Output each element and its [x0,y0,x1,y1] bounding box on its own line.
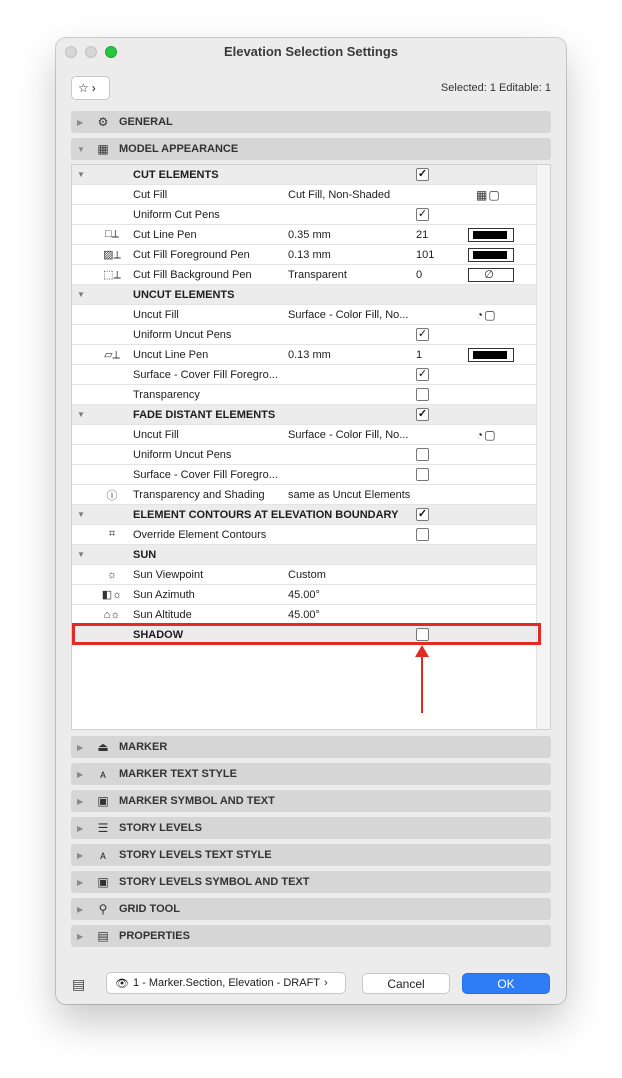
property-name: Uniform Uncut Pens [133,448,232,461]
property-row[interactable] [72,185,537,205]
property-name: Uncut Line Pen [133,348,209,361]
property-name: CUT ELEMENTS [133,168,219,181]
section-icon: ᴀ [100,848,106,862]
section-general[interactable] [71,111,551,133]
checkbox[interactable] [416,468,429,481]
background-pen-icon: ⬚⟂ [103,268,121,281]
disclosure-closed-icon: ▶ [77,877,84,887]
star-icon: ☆ [78,81,89,95]
disclosure-closed-icon: ▶ [77,117,84,127]
azimuth-icon: ◧☼ [101,589,123,601]
layers-icon[interactable]: ▤ [72,976,86,992]
section-model-appearance[interactable] [71,138,551,160]
property-value[interactable]: same as Uncut Elements [288,488,411,501]
pen-number[interactable]: 21 [416,228,429,241]
property-value[interactable]: Surface - Color Fill, No... [288,308,409,321]
section-properties[interactable] [71,925,551,947]
section-story-levels-symbol-and-text[interactable] [71,871,551,893]
checkbox[interactable]: ✓ [417,408,428,420]
disclosure-closed-icon: ▶ [77,742,84,752]
disclosure-open-icon[interactable]: ▼ [77,510,85,519]
checkbox[interactable] [416,448,429,461]
property-value[interactable]: 0.13 mm [288,348,331,361]
section-icon: ☰ [97,821,109,835]
property-value[interactable]: 0.13 mm [288,248,331,261]
eye-icon: 👁 [115,977,129,990]
property-name: Transparency [133,388,200,401]
property-name: Override Element Contours [133,528,267,541]
property-row[interactable] [72,585,537,605]
pen-number[interactable]: 0 [416,268,423,281]
property-name: Cut Line Pen [133,228,197,241]
title-bar [56,38,566,66]
section-story-levels-text-style[interactable] [71,844,551,866]
property-row[interactable] [72,605,537,625]
property-row[interactable] [72,485,537,505]
property-name: Cut Fill [133,188,168,201]
surface-icon[interactable]: ◔▢ [476,307,497,322]
group-row[interactable] [72,285,537,305]
sun-icon: ☼ [106,568,118,581]
favorites-button[interactable] [71,76,110,100]
property-value[interactable]: 45.00° [288,608,320,621]
checkbox[interactable]: ✓ [417,328,428,340]
disclosure-open-icon[interactable]: ▼ [77,410,85,419]
disclosure-closed-icon: ▶ [77,931,84,941]
line-pen-icon: □⟂ [105,228,119,240]
section-marker[interactable] [71,736,551,758]
view-selector[interactable] [106,972,346,994]
property-row[interactable] [72,445,537,465]
pen-swatch[interactable] [468,228,514,242]
property-name: Uniform Cut Pens [133,208,220,221]
checkbox[interactable] [416,528,429,541]
property-value[interactable]: 45.00° [288,588,320,601]
disclosure-open-icon[interactable]: ▼ [77,550,85,559]
section-icon: ▣ [97,875,109,889]
property-row[interactable] [72,305,537,325]
pen-swatch[interactable] [468,348,514,362]
property-value[interactable]: Transparent [288,268,347,281]
disclosure-closed-icon: ▶ [77,850,84,860]
property-value[interactable]: Cut Fill, Non-Shaded [288,188,391,201]
property-name: SUN [133,548,157,561]
section-icon: ⚲ [98,902,108,916]
section-label: MARKER TEXT STYLE [119,768,237,780]
chevron-right-icon: › [324,977,328,989]
chevron-right-icon: › [91,81,96,95]
pen-number[interactable]: 101 [416,248,435,261]
property-row[interactable] [72,425,537,445]
property-row[interactable] [72,565,537,585]
pen-color-bar [473,351,507,359]
section-icon: ⏏ [97,740,109,754]
group-row[interactable] [72,165,537,185]
property-row[interactable] [72,525,537,545]
property-name: Sun Altitude [133,608,192,621]
fill-pen-icon: ▨⟂ [103,248,121,261]
fill-type-icon[interactable]: ▦▢ [476,187,501,202]
section-label: STORY LEVELS TEXT STYLE [119,849,272,861]
section-marker-symbol-and-text[interactable] [71,790,551,812]
section-label: GRID TOOL [119,903,180,915]
property-value[interactable]: Custom [288,568,326,581]
property-name: Sun Azimuth [133,588,195,601]
info-icon: ⓘ [106,489,118,502]
property-name: Cut Fill Foreground Pen [133,248,250,261]
checkbox[interactable]: ✓ [417,168,428,180]
section-grid-tool[interactable] [71,898,551,920]
property-name: FADE DISTANT ELEMENTS [133,408,276,421]
disclosure-open-icon: ▼ [77,144,85,154]
group-row[interactable] [72,405,537,425]
property-name: Transparency and Shading [133,488,265,501]
uncut-pen-icon: ▱⟂ [104,348,120,361]
pen-swatch[interactable] [468,248,514,262]
disclosure-closed-icon: ▶ [77,823,84,833]
model-appearance-panel [71,164,551,730]
annotation-highlight-box [72,623,541,645]
property-row[interactable] [72,365,537,385]
section-label: MARKER SYMBOL AND TEXT [119,795,275,807]
pen-swatch[interactable] [468,268,514,282]
property-name: Surface - Cover Fill Foregro... [133,368,278,381]
empty-pen-icon: ∅ [484,269,494,281]
pen-color-bar [473,251,507,259]
checkbox[interactable]: ✓ [417,508,428,520]
checkbox[interactable]: ✓ [417,368,428,380]
property-value[interactable]: Surface - Color Fill, No... [288,428,409,441]
property-name: Uniform Uncut Pens [133,328,232,341]
property-row[interactable] [72,205,537,225]
property-row[interactable] [72,265,537,285]
section-label: STORY LEVELS SYMBOL AND TEXT [119,876,310,888]
cancel-button[interactable]: Cancel [362,973,450,994]
section-label: MARKER [119,741,168,753]
checkbox[interactable]: ✓ [417,208,428,220]
property-name: Surface - Cover Fill Foregro... [133,468,278,481]
property-value[interactable]: 0.35 mm [288,228,331,241]
settings-dialog [56,38,566,1004]
general-settings-icon: ⚙ [97,115,109,129]
property-row[interactable] [72,465,537,485]
property-name: Uncut Fill [133,308,179,321]
section-story-levels[interactable] [71,817,551,839]
property-row[interactable] [72,325,537,345]
disclosure-open-icon[interactable]: ▼ [77,170,85,179]
property-row[interactable] [72,385,537,405]
contour-icon: ⌗ [108,528,116,540]
surface-icon[interactable]: ◔▢ [476,427,497,442]
ok-button[interactable]: OK [462,973,550,994]
section-icon: ▤ [97,929,109,943]
section-icon: ▣ [97,794,109,808]
section-icon: ᴀ [100,767,106,781]
selection-info: Selected: 1 Editable: 1 [440,82,551,94]
section-marker-text-style[interactable] [71,763,551,785]
disclosure-closed-icon: ▶ [77,904,84,914]
pen-number[interactable]: 1 [416,348,423,361]
property-row[interactable] [72,245,537,265]
property-name: UNCUT ELEMENTS [133,288,235,301]
section-label: PROPERTIES [119,930,190,942]
pen-color-bar [473,231,507,239]
disclosure-closed-icon: ▶ [77,769,84,779]
property-row[interactable] [72,345,537,365]
section-label: STORY LEVELS [119,822,202,834]
annotation-arrow-line [421,656,423,713]
disclosure-open-icon[interactable]: ▼ [77,290,85,299]
checkbox[interactable] [416,388,429,401]
window-title: Elevation Selection Settings [223,44,399,59]
property-name: Sun Viewpoint [133,568,204,581]
altitude-icon: ⌂☼ [103,608,121,621]
section-label: GENERAL [119,116,173,128]
property-name: Uncut Fill [133,428,179,441]
property-name: SHADOW [133,628,184,641]
group-row[interactable] [72,545,537,565]
view-selector-label: 1 - Marker.Section, Elevation - DRAFT [132,977,321,989]
model-appearance-icon: ▦ [97,142,109,156]
section-label: MODEL APPEARANCE [119,143,239,155]
property-row[interactable] [72,225,537,245]
property-name: Cut Fill Background Pen [133,268,252,281]
property-name: ELEMENT CONTOURS AT ELEVATION BOUNDARY [133,508,399,521]
group-row[interactable] [72,505,537,525]
disclosure-closed-icon: ▶ [77,796,84,806]
